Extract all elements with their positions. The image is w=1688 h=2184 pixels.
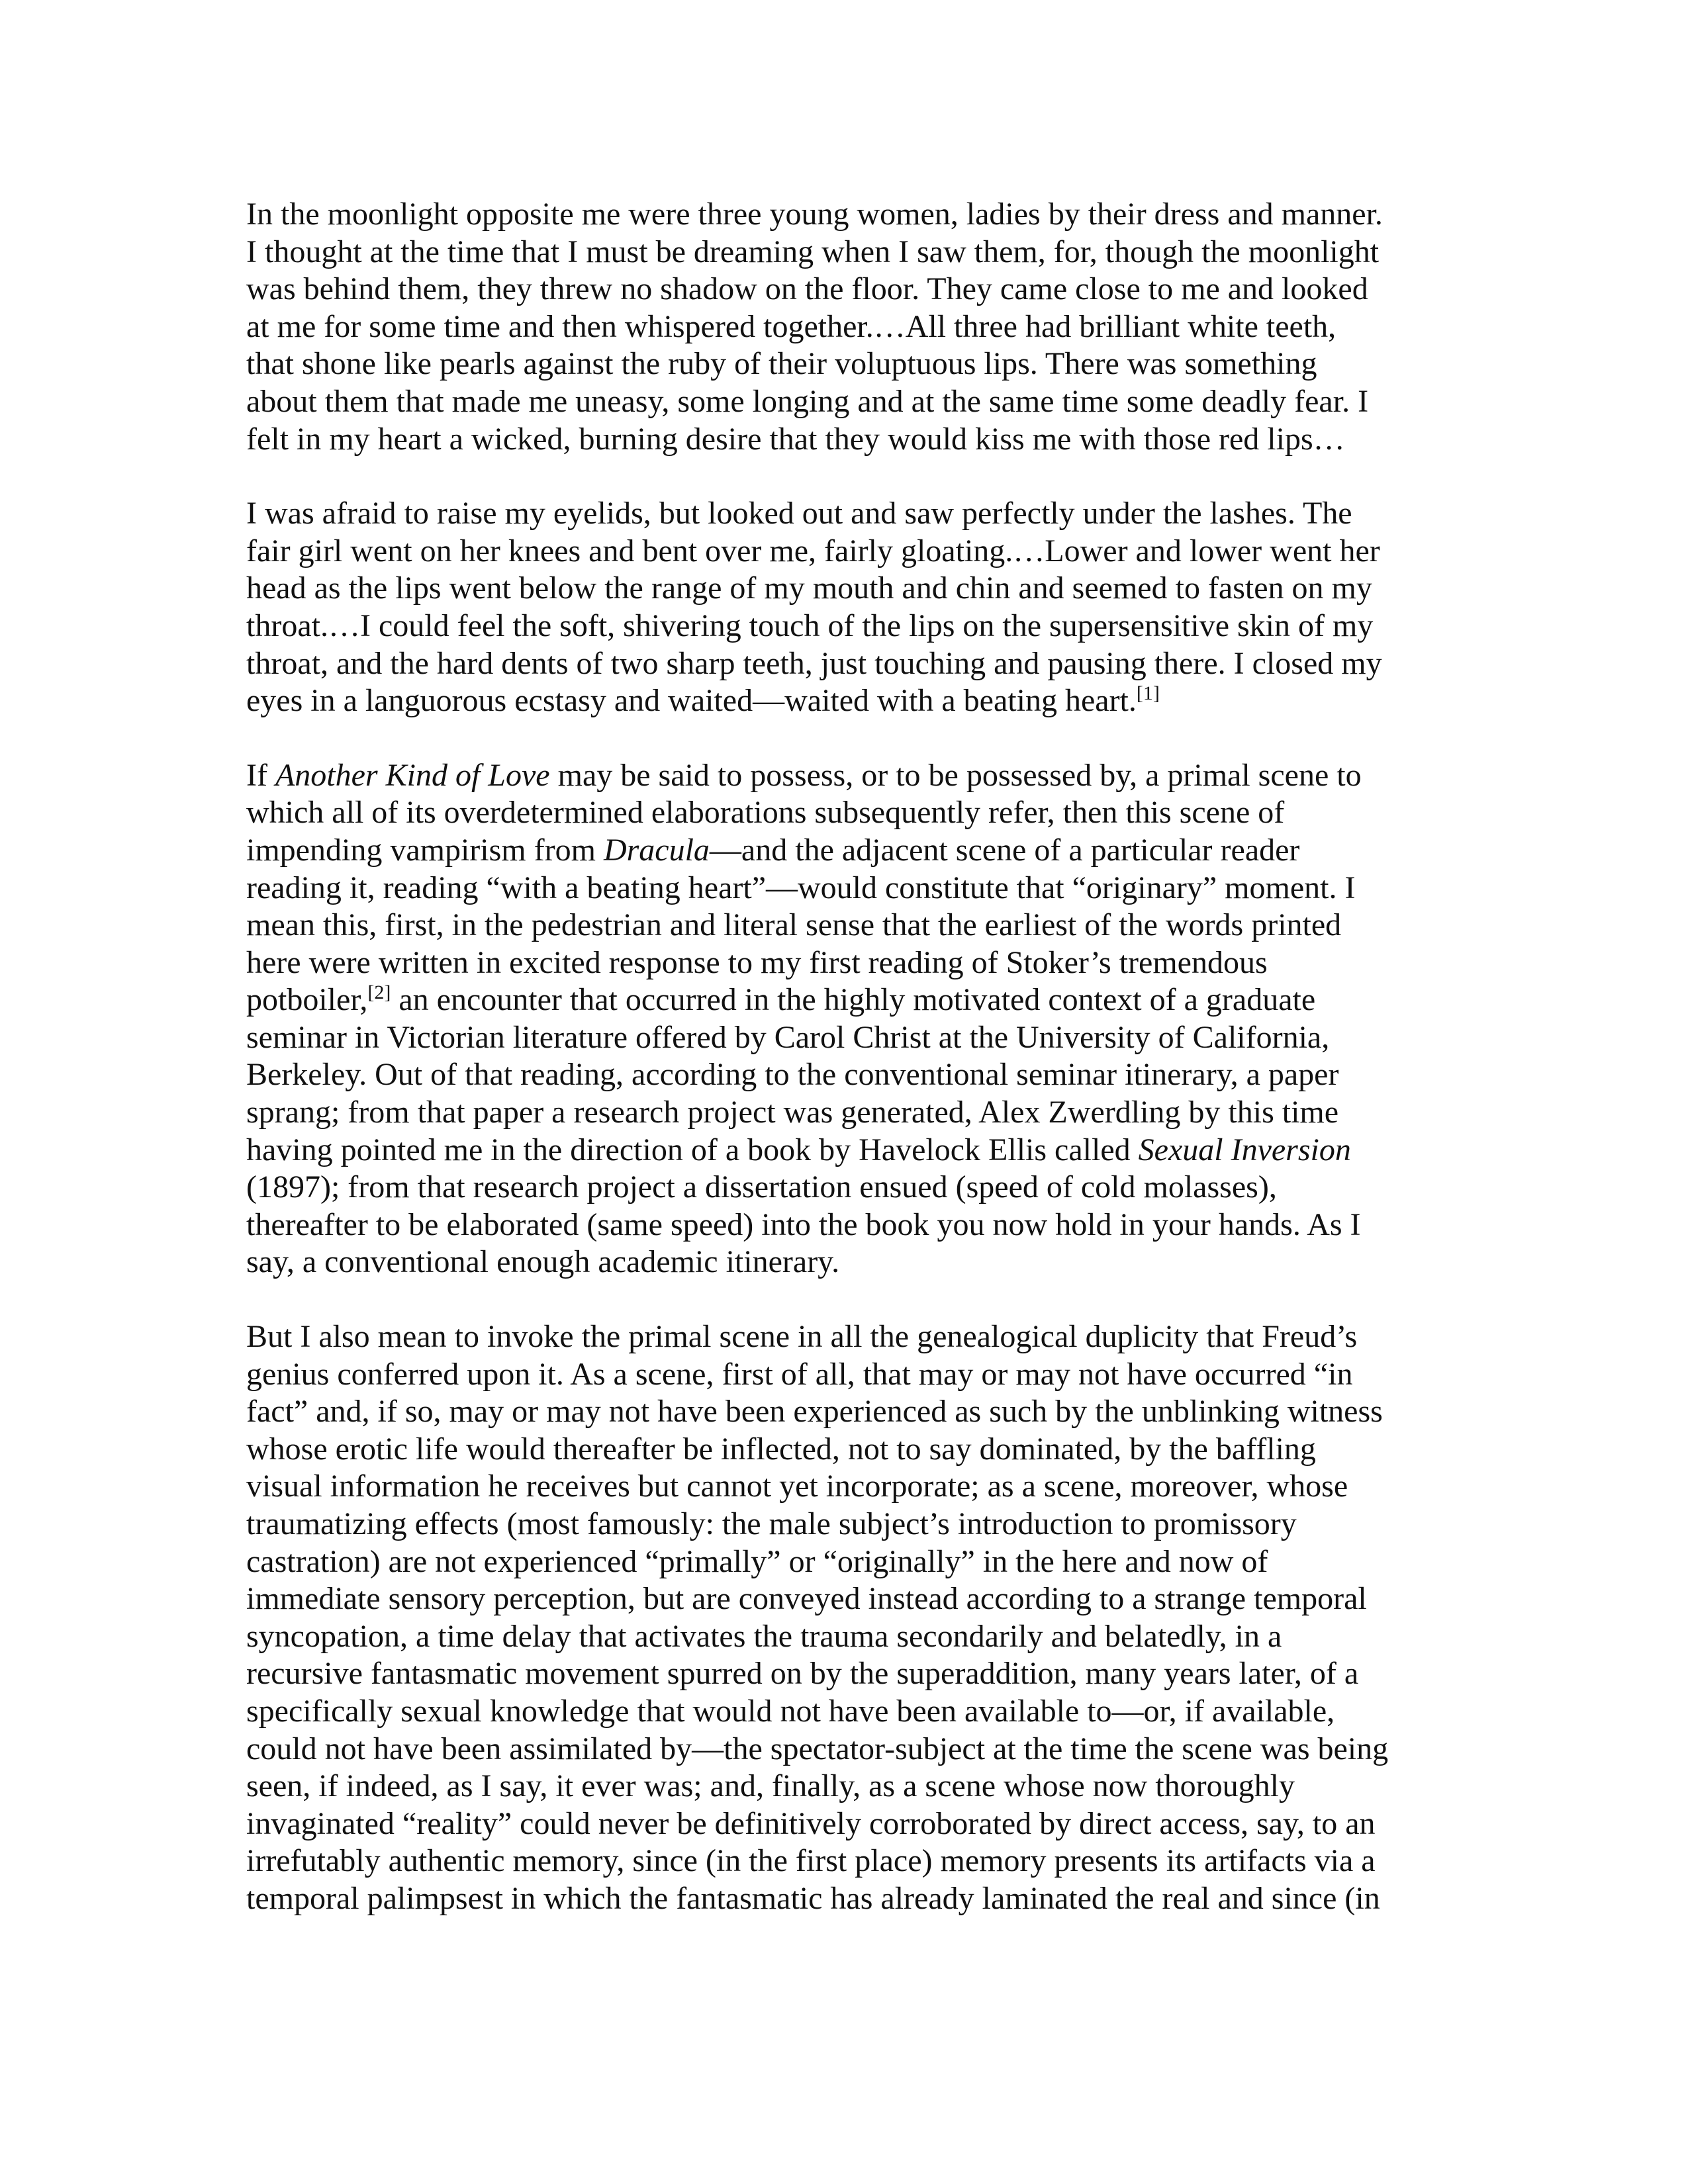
body-paragraph-4 xyxy=(246,1318,1458,1918)
footnote-ref-2[interactable]: [2] xyxy=(367,981,391,1004)
text-line: castration) are not experienced “primally” or “originally” in the here and now of xyxy=(246,1543,1268,1579)
text-line: throat, and the hard dents of two sharp teeth, just touching and pausing there. I closed my xyxy=(246,645,1382,681)
footnote-ref-1[interactable]: [1] xyxy=(1136,682,1160,705)
text-line: say, a conventional enough academic itinerary. xyxy=(246,1244,840,1280)
text-line: But I also mean to invoke the primal scene in all the genealogical duplicity that Freud’s xyxy=(246,1319,1358,1355)
text-line: head as the lips went below the range of my mouth and chin and seemed to fasten on my xyxy=(246,570,1372,606)
text-line xyxy=(246,832,1458,870)
text-line: fact” and, if so, may or may not have been experienced as such by the unblinking witness xyxy=(246,1394,1383,1430)
text-line: was behind them, they threw no shadow on the floor. They came close to me and looked xyxy=(246,271,1368,307)
text-line: genius conferred upon it. As a scene, first of all, that may or may not have occurred “in xyxy=(246,1356,1353,1392)
text-line: at me for some time and then whispered together.…All three had brilliant white teeth, xyxy=(246,308,1336,344)
text-line: reading it, reading “with a beating heart”—would constitute that “originary” moment. I xyxy=(246,870,1356,905)
body-paragraph-3 xyxy=(246,757,1458,1281)
text-line: invaginated “reality” could never be definitively corroborated by direct access, say, to an xyxy=(246,1805,1376,1841)
line-text: If xyxy=(246,757,275,793)
line-text: —and the adjacent scene of a particular reader xyxy=(709,832,1300,868)
text-line: recursive fantasmatic movement spurred on by the superaddition, many years later, of a xyxy=(246,1656,1359,1692)
text-line: (1897); from that research project a dissertation ensued (speed of cold molasses), xyxy=(246,1169,1277,1205)
text-line: thereafter to be elaborated (same speed) into the book you now hold in your hands. As I xyxy=(246,1206,1361,1242)
block-quote-paragraph-1 xyxy=(246,196,1458,458)
block-quote-paragraph-2 xyxy=(246,495,1458,720)
text-line: here were written in excited response to my first reading of Stoker’s tremendous xyxy=(246,944,1268,980)
book-title-italic: Dracula xyxy=(603,832,710,868)
line-text: having pointed me in the direction of a book by Havelock Ellis called xyxy=(246,1132,1139,1167)
text-line: fair girl went on her knees and bent over me, fairly gloating.…Lower and lower went her xyxy=(246,533,1380,569)
text-line: felt in my heart a wicked, burning desire that they would kiss me with those red lips… xyxy=(246,421,1345,457)
text-line: irrefutably authentic memory, since (in the first place) memory presents its artifacts via a xyxy=(246,1843,1376,1879)
text-line: traumatizing effects (most famously: the male subject’s introduction to promissory xyxy=(246,1506,1297,1541)
text-line xyxy=(246,757,1458,795)
book-title-italic: Another Kind of Love xyxy=(275,757,550,793)
text-line: could not have been assimilated by—the spectator-subject at the time the scene was being xyxy=(246,1731,1389,1766)
text-line: seminar in Victorian literature offered by Carol Christ at the University of California, xyxy=(246,1019,1330,1055)
text-line: that shone like pearls against the ruby of their voluptuous lips. There was something xyxy=(246,346,1317,382)
text-line: specifically sexual knowledge that would not have been available to—or, if available, xyxy=(246,1693,1335,1729)
book-title-italic: Sexual Inversion xyxy=(1138,1132,1351,1167)
text-line: which all of its overdetermined elaborations subsequently refer, then this scene of xyxy=(246,795,1285,831)
text-line: I thought at the time that I must be dreaming when I saw them, for, though the moonlight xyxy=(246,234,1380,269)
text-line: sprang; from that paper a research project was generated, Alex Zwerdling by this time xyxy=(246,1095,1339,1130)
text-line: visual information he receives but cannot yet incorporate; as a scene, moreover, whose xyxy=(246,1469,1348,1504)
text-line: seen, if indeed, as I say, it ever was; and, finally, as a scene whose now thoroughly xyxy=(246,1768,1295,1804)
text-line: mean this, first, in the pedestrian and literal sense that the earliest of the words printed xyxy=(246,907,1342,943)
text-line: temporal palimpsest in which the fantasmatic has already laminated the real and since (in xyxy=(246,1880,1380,1916)
text-line xyxy=(246,682,1458,720)
line-text: potboiler, xyxy=(246,982,368,1018)
text-line: I was afraid to raise my eyelids, but looked out and saw perfectly under the lashes. The xyxy=(246,496,1352,531)
text-line: In the moonlight opposite me were three young women, ladies by their dress and manner. xyxy=(246,197,1383,232)
text-line: syncopation, a time delay that activates the trauma secondarily and belatedly, in a xyxy=(246,1618,1282,1654)
text-line xyxy=(246,1132,1458,1169)
line-text: eyes in a languorous ecstasy and waited—waited with a beating heart. xyxy=(246,683,1137,719)
line-text: may be said to possess, or to be possessed by, a primal scene to xyxy=(549,757,1362,793)
text-line: about them that made me uneasy, some longing and at the same time some deadly fear. I xyxy=(246,383,1369,419)
text-line: whose erotic life would thereafter be inflected, not to say dominated, by the baffling xyxy=(246,1431,1316,1467)
line-text: an encounter that occurred in the highly motivated context of a graduate xyxy=(391,982,1316,1018)
text-line: immediate sensory perception, but are conveyed instead according to a strange temporal xyxy=(246,1581,1367,1617)
text-line: Berkeley. Out of that reading, according to the conventional seminar itinerary, a paper xyxy=(246,1057,1339,1093)
document-page xyxy=(246,196,1458,1955)
text-line xyxy=(246,981,1458,1019)
text-line: throat.…I could feel the soft, shivering touch of the lips on the supersensitive skin of my xyxy=(246,608,1374,643)
line-text: impending vampirism from xyxy=(246,832,604,868)
